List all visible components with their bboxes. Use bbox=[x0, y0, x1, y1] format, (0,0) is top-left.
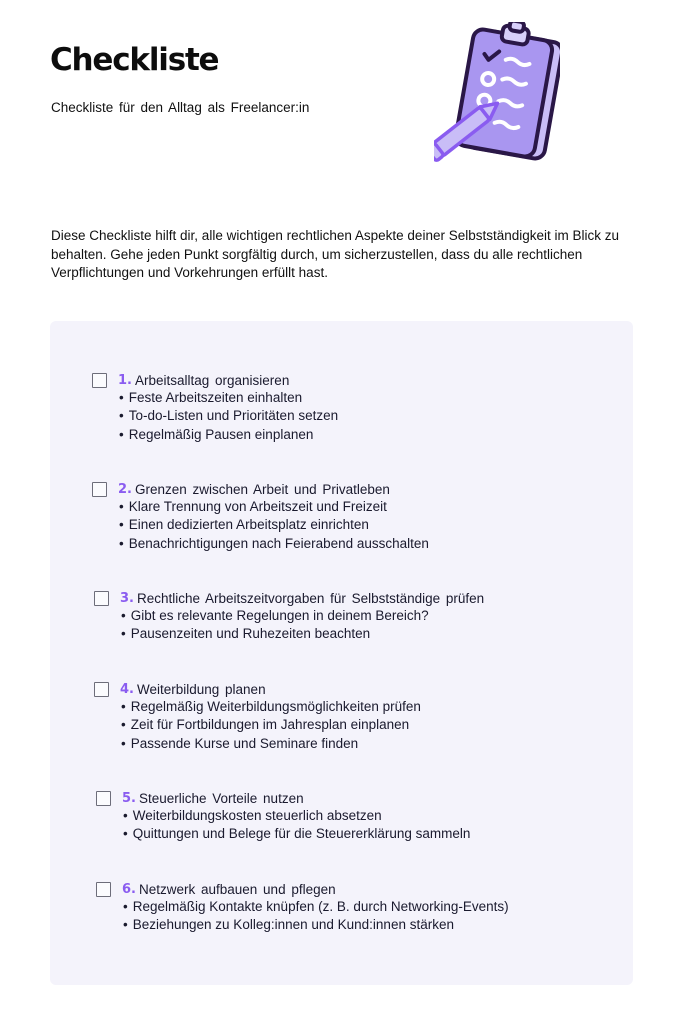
checkbox[interactable] bbox=[96, 882, 111, 897]
list-item: • To-do-Listen und Prioritäten setzen bbox=[119, 407, 338, 425]
page-title: Checkliste bbox=[50, 42, 219, 78]
list-item: • Weiterbildungskosten steuerlich absetzen bbox=[123, 807, 470, 825]
item-number: 3. bbox=[120, 590, 134, 606]
checklist-item-2 bbox=[92, 480, 429, 553]
checkbox[interactable] bbox=[94, 591, 109, 606]
list-item: • Zeit für Fortbildungen im Jahresplan einplanen bbox=[121, 716, 421, 734]
checkbox[interactable] bbox=[92, 482, 107, 497]
list-item: • Benachrichtigungen nach Feierabend ausschalten bbox=[119, 535, 429, 553]
page-subtitle: Checkliste für den Alltag als Freelancer:in bbox=[51, 100, 310, 115]
item-heading: Weiterbildung planen bbox=[136, 681, 266, 697]
item-number: 4. bbox=[120, 681, 134, 697]
list-item: • Klare Trennung von Arbeitszeit und Freizeit bbox=[119, 498, 429, 516]
checkbox[interactable] bbox=[92, 373, 107, 388]
list-item: • Regelmäßig Pausen einplanen bbox=[119, 426, 338, 444]
list-item: • Beziehungen zu Kolleg:innen und Kund:innen stärken bbox=[123, 916, 509, 934]
list-item: • Passende Kurse und Seminare finden bbox=[121, 735, 421, 753]
intro-text: Diese Checkliste hilft dir, alle wichtigen rechtlichen Aspekte deiner Selbstständigkeit im Blick zu behalten. Gehe jeden Punkt sorgfältig durch, um sicherzustellen, dass du alle rechtlichen Verpflichtungen und Vorkehrungen erfüllt hast. bbox=[51, 228, 620, 280]
checklist-item-5 bbox=[96, 789, 470, 844]
list-item: • Regelmäßig Kontakte knüpfen (z. B. durch Networking-Events) bbox=[123, 898, 509, 916]
checkbox[interactable] bbox=[96, 791, 111, 806]
item-number: 6. bbox=[122, 881, 136, 897]
checklist-item-6 bbox=[96, 880, 509, 935]
list-item: • Quittungen und Belege für die Steuererklärung sammeln bbox=[123, 825, 470, 843]
item-heading: Grenzen zwischen Arbeit und Privatleben bbox=[134, 481, 390, 497]
item-number: 1. bbox=[118, 372, 132, 388]
item-heading: Rechtliche Arbeitszeitvorgaben für Selbstständige prüfen bbox=[136, 590, 485, 606]
checkbox[interactable] bbox=[94, 682, 109, 697]
checklist-item-3 bbox=[94, 589, 484, 644]
checklist-panel bbox=[50, 321, 633, 985]
list-item: • Regelmäßig Weiterbildungsmöglichkeiten prüfen bbox=[121, 698, 421, 716]
checklist-item-1 bbox=[92, 371, 338, 444]
item-heading: Steuerliche Vorteile nutzen bbox=[138, 790, 304, 806]
list-item: • Feste Arbeitszeiten einhalten bbox=[119, 389, 338, 407]
list-item: • Einen dedizierten Arbeitsplatz einrichten bbox=[119, 516, 429, 534]
item-number: 5. bbox=[122, 790, 136, 806]
item-heading: Arbeitsalltag organisieren bbox=[134, 372, 290, 388]
list-item: • Pausenzeiten und Ruhezeiten beachten bbox=[121, 625, 484, 643]
clipboard-checklist-icon bbox=[434, 22, 560, 168]
checklist-item-4 bbox=[94, 680, 421, 753]
list-item: • Gibt es relevante Regelungen in deinem Bereich? bbox=[121, 607, 484, 625]
item-heading: Netzwerk aufbauen und pflegen bbox=[138, 881, 336, 897]
item-number: 2. bbox=[118, 481, 132, 497]
